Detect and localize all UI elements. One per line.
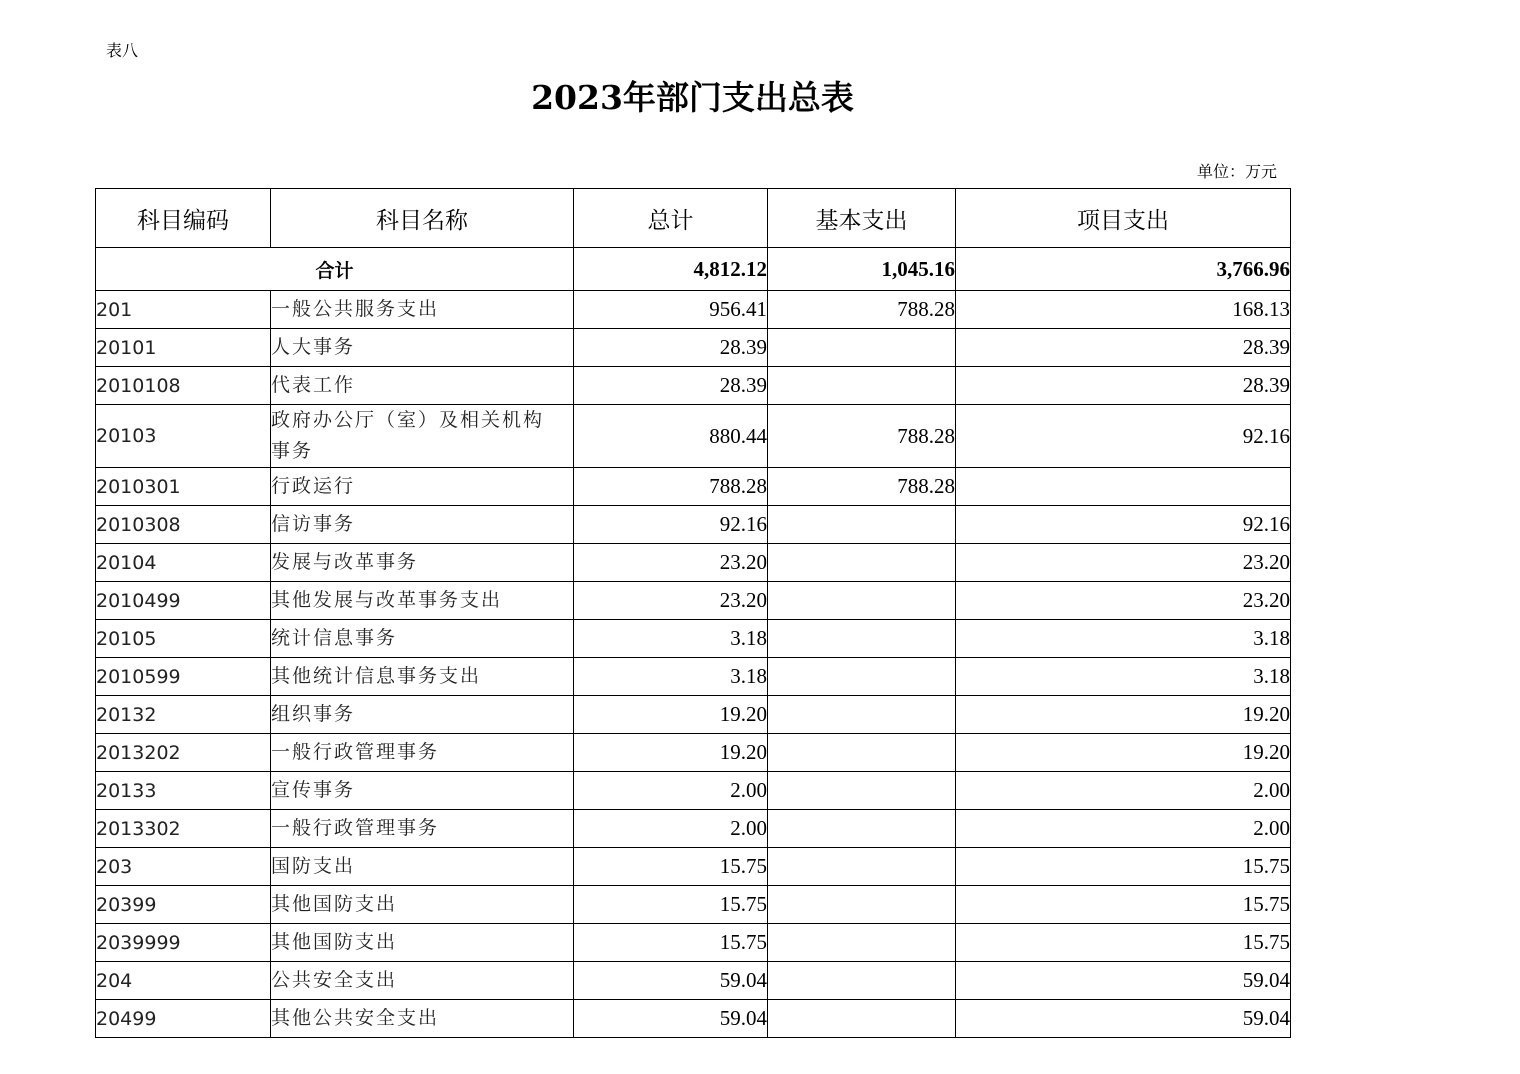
row-total: 23.20 xyxy=(574,544,768,582)
row-code: 20133 xyxy=(96,772,271,810)
row-basic: 788.28 xyxy=(768,468,956,506)
row-total: 92.16 xyxy=(574,506,768,544)
table-row xyxy=(96,367,1291,405)
row-code: 20499 xyxy=(96,1000,271,1038)
row-code: 20104 xyxy=(96,544,271,582)
row-basic xyxy=(768,696,956,734)
row-name: 人大事务 xyxy=(271,329,574,367)
row-project: 15.75 xyxy=(956,886,1291,924)
row-total: 788.28 xyxy=(574,468,768,506)
table-row xyxy=(96,962,1291,1000)
page-title: 2023年部门支出总表 xyxy=(531,78,854,117)
row-code: 201 xyxy=(96,291,271,329)
row-name: 其他统计信息事务支出 xyxy=(271,658,574,696)
row-basic xyxy=(768,924,956,962)
row-project: 59.04 xyxy=(956,962,1291,1000)
row-code: 2010599 xyxy=(96,658,271,696)
row-total: 956.41 xyxy=(574,291,768,329)
row-project: 92.16 xyxy=(956,405,1291,468)
table-row xyxy=(96,329,1291,367)
row-total: 19.20 xyxy=(574,696,768,734)
row-code: 20132 xyxy=(96,696,271,734)
row-project: 19.20 xyxy=(956,734,1291,772)
row-basic xyxy=(768,810,956,848)
header-basic: 基本支出 xyxy=(768,189,956,248)
row-name: 其他发展与改革事务支出 xyxy=(271,582,574,620)
row-name: 国防支出 xyxy=(271,848,574,886)
row-total: 59.04 xyxy=(574,1000,768,1038)
table-row xyxy=(96,291,1291,329)
row-project: 28.39 xyxy=(956,329,1291,367)
row-name: 统计信息事务 xyxy=(271,620,574,658)
table-row xyxy=(96,810,1291,848)
row-total: 59.04 xyxy=(574,962,768,1000)
row-code: 2010108 xyxy=(96,367,271,405)
header-project: 项目支出 xyxy=(956,189,1291,248)
table-row xyxy=(96,696,1291,734)
row-project: 28.39 xyxy=(956,367,1291,405)
table-row xyxy=(96,772,1291,810)
row-code: 20399 xyxy=(96,886,271,924)
row-basic xyxy=(768,772,956,810)
row-code: 2010308 xyxy=(96,506,271,544)
row-basic xyxy=(768,1000,956,1038)
row-basic xyxy=(768,367,956,405)
table-row xyxy=(96,1000,1291,1038)
table-header-row xyxy=(96,189,1291,248)
row-total: 19.20 xyxy=(574,734,768,772)
table-row xyxy=(96,924,1291,962)
row-name: 宣传事务 xyxy=(271,772,574,810)
row-basic xyxy=(768,658,956,696)
row-code: 204 xyxy=(96,962,271,1000)
row-name: 一般行政管理事务 xyxy=(271,810,574,848)
unit-label: 单位：万元 xyxy=(1196,162,1277,181)
row-total: 880.44 xyxy=(574,405,768,468)
table-row xyxy=(96,848,1291,886)
row-name: 其他国防支出 xyxy=(271,924,574,962)
row-total: 15.75 xyxy=(574,886,768,924)
row-project: 23.20 xyxy=(956,544,1291,582)
row-project: 2.00 xyxy=(956,810,1291,848)
row-project: 23.20 xyxy=(956,582,1291,620)
row-name: 发展与改革事务 xyxy=(271,544,574,582)
row-name: 一般行政管理事务 xyxy=(271,734,574,772)
row-total: 28.39 xyxy=(574,329,768,367)
table-row xyxy=(96,544,1291,582)
row-name: 信访事务 xyxy=(271,506,574,544)
total-project: 3,766.96 xyxy=(956,248,1291,291)
row-project: 15.75 xyxy=(956,848,1291,886)
header-name: 科目名称 xyxy=(271,189,574,248)
row-project xyxy=(956,468,1291,506)
row-name: 代表工作 xyxy=(271,367,574,405)
row-basic xyxy=(768,620,956,658)
row-project: 19.20 xyxy=(956,696,1291,734)
row-name: 组织事务 xyxy=(271,696,574,734)
row-project: 15.75 xyxy=(956,924,1291,962)
row-name: 其他国防支出 xyxy=(271,886,574,924)
row-basic xyxy=(768,329,956,367)
total-basic: 1,045.16 xyxy=(768,248,956,291)
row-total: 2.00 xyxy=(574,772,768,810)
table-row xyxy=(96,886,1291,924)
expenditure-table xyxy=(95,188,1291,1038)
table-row xyxy=(96,468,1291,506)
row-code: 20101 xyxy=(96,329,271,367)
row-code: 20103 xyxy=(96,405,271,468)
total-label: 合计 xyxy=(96,248,574,291)
row-name: 一般公共服务支出 xyxy=(271,291,574,329)
row-project: 59.04 xyxy=(956,1000,1291,1038)
row-basic: 788.28 xyxy=(768,405,956,468)
row-basic: 788.28 xyxy=(768,291,956,329)
row-total: 3.18 xyxy=(574,658,768,696)
row-basic xyxy=(768,734,956,772)
row-basic xyxy=(768,544,956,582)
row-name: 行政运行 xyxy=(271,468,574,506)
row-code: 2013202 xyxy=(96,734,271,772)
row-name: 政府办公厅（室）及相关机构事务 xyxy=(271,405,574,468)
row-total: 23.20 xyxy=(574,582,768,620)
row-code: 2039999 xyxy=(96,924,271,962)
row-total: 3.18 xyxy=(574,620,768,658)
row-code: 2010499 xyxy=(96,582,271,620)
row-total: 15.75 xyxy=(574,848,768,886)
row-project: 168.13 xyxy=(956,291,1291,329)
table-row xyxy=(96,582,1291,620)
row-code: 2010301 xyxy=(96,468,271,506)
row-basic xyxy=(768,886,956,924)
row-basic xyxy=(768,962,956,1000)
table-row xyxy=(96,405,1291,468)
row-project: 3.18 xyxy=(956,620,1291,658)
row-basic xyxy=(768,582,956,620)
row-project: 2.00 xyxy=(956,772,1291,810)
row-name: 其他公共安全支出 xyxy=(271,1000,574,1038)
row-name: 公共安全支出 xyxy=(271,962,574,1000)
row-code: 2013302 xyxy=(96,810,271,848)
total-sum: 4,812.12 xyxy=(574,248,768,291)
table-number-label: 表八 xyxy=(106,41,139,60)
table-row xyxy=(96,620,1291,658)
row-code: 203 xyxy=(96,848,271,886)
header-total: 总计 xyxy=(574,189,768,248)
row-total: 15.75 xyxy=(574,924,768,962)
table-row xyxy=(96,506,1291,544)
total-row xyxy=(96,248,1291,291)
row-project: 92.16 xyxy=(956,506,1291,544)
table-row xyxy=(96,658,1291,696)
header-code: 科目编码 xyxy=(96,189,271,248)
table-row xyxy=(96,734,1291,772)
row-total: 28.39 xyxy=(574,367,768,405)
row-basic xyxy=(768,506,956,544)
row-project: 3.18 xyxy=(956,658,1291,696)
row-basic xyxy=(768,848,956,886)
row-code: 20105 xyxy=(96,620,271,658)
row-total: 2.00 xyxy=(574,810,768,848)
